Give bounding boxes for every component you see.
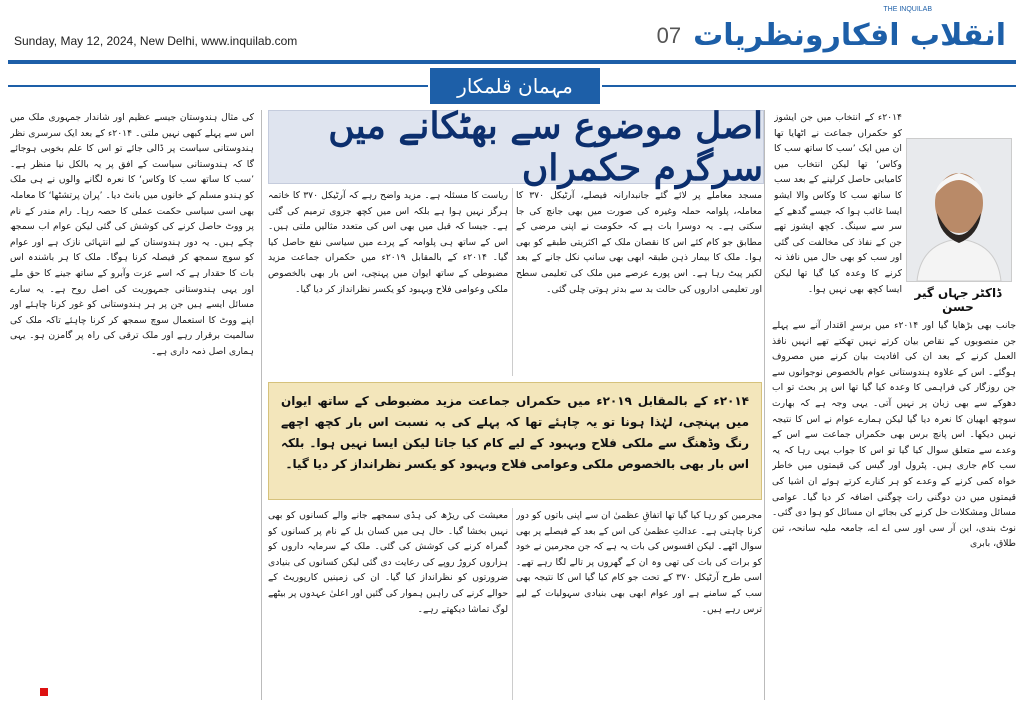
page-number: 07 [656, 22, 682, 48]
article-column-6: کی مثال ہندوستان جیسے عظیم اور شاندار جمہوری ملک میں اس سے پہلے کبھی نہیں ملتی۔ ۲۰۱۴ء کے بعد ایک سرسری نظر ہندوستانی سیاست پر ڈالی جائے تو اس کا علم بخوبی ہوجائے گا کہ ہندوستانی سیاست کے افق پر یہ بالکل نیا منظر ہے۔ ’سب کا ساتھ سب کا وکاس‘ کا نعرہ لگانے والوں نے ہی ملک کو ہندو مسلم کے خانوں میں بانٹ دیا۔ ’پران پرتشٹھا‘ کا معاملہ بھی اسی سیاسی حکمت عملی کا حصہ رہا۔ رام مندر کے نام پر ووٹ حاصل کرنے کی کوشش کی گئی لیکن عوام اب سمجھ چکے ہیں۔ یہ دور ہندوستان کے لیے انتہائی نازک ہے اور عوام کو سوچ سمجھ کر فیصلہ کرنا ہوگا۔ ملک کا ہر باشندہ اس بات کا حقدار ہے کہ اسے عزت وآبرو کے ساتھ جینے کا حق ملے اور یہی ہندوستانی جمہوریت کی اصل روح ہے۔ یہ سارے مسائل ایسے ہیں جن پر ہر ہندوستانی کو غور کرنا چاہئے اور اپنے ووٹ کا استعمال سوچ سمجھ کر کرنا چاہئے تاکہ ملک کی سالمیت برقرار رہے اور ملک ترقی کی راہ پر گامزن ہو۔ یہی ہماری اصل ذمہ داری ہے۔ [10, 112, 254, 357]
column-divider [261, 110, 262, 700]
article-column-1: جانب بھی بڑھایا گیا اور ۲۰۱۴ء میں برسرِ اقتدار آنے سے پہلے جن منصوبوں کے نقاص بیان کرتے نہیں تھکتے تھے انہیں نافذ العمل کرنے کے بعد ان کی افادیت بیان کرنے میں مصروف ہوگئے۔ اس کے علاوہ ہندوستانی عوام بالخصوص نوجوانوں سے جن روزگار کی فراہمی کا وعدہ کیا گیا تھا اس پر بحث تو اب دھوکے سے بھی زبان پر نہیں آتی۔ یہی وجہ ہے کہ بھارت سوچھ ابھیان کا نعرہ دیا گیا لیکن ہمارے عوام نے اس کا نتیجہ نہیں دیکھا۔ اس پانچ برس بھی حکمراں جماعت سے اس کے وعدے سے متعلق سوال کیا گیا تو اس کا جواب یہی رہا کہ یہ سب کام جاری ہیں۔ پٹرول اور گیس کی قیمتوں میں خاطر خواہ کمی کرنے کے وعدے کو ہر کنارے کرتے ہوئے ان اشیا کی قیمتوں میں دن دوگنی رات چوگنی اضافہ کر دیا گیا۔ عوامی مسائل ومشکلات حل کرنے کی بجائے ان مسائل کو ہوا دی گئی۔ نوٹ بندی، این آر سی اور سی اے اے، جامعہ ملیہ سانحہ، تین طلاق، بابری [772, 320, 1016, 550]
section-label: مہمان قلمکار [430, 68, 600, 104]
author-portrait-icon [907, 139, 1011, 281]
section-line-left [8, 85, 428, 87]
section-line-right [602, 85, 1016, 87]
article-column-2: مسجد معاملے پر لائے گئے جانبدارانہ فیصلے، آرٹیکل ۳۷۰ کا معاملہ، پلوامہ حملہ وغیرہ کی صورت میں بھی جانچ کی جا سکتی ہے۔ یہ دوسرا بات ہے کہ حکومت نے اپنی مرضی کے مطابق جو کام کئے اس کا نقصان ملک کے اکثریتی طبقے کو بھی ہوا۔ ملک کا بیمار ذہن طبقہ ابھی بھی سانپ نکل جانے کے بعد لکیر پیٹ رہا ہے۔ اس پورے عرصے میں ملک کی تعلیمی سطح اور تعلیمی اداروں کی حالت بد سے بدتر ہوتی چلی گئی۔ [516, 190, 762, 295]
brand-english: THE INQUILAB [883, 6, 932, 13]
header-rule [8, 60, 1016, 64]
column-divider [512, 508, 513, 700]
article-column-5: معیشت کی ریڑھ کی ہڈی سمجھے جانے والے کسانوں کو بھی نہیں بخشا گیا۔ حال ہی میں کسان بل کے نام پر کسانوں کو گمراہ کرنے کی کوشش کی گئی۔ ملک کے سرمایہ داروں کو ہزاروں کروڑ روپے کی رعایت دی گئی لیکن کسانوں کی بنیادی ضرورتوں کو نظرانداز کیا گیا۔ ان کی زمینیں کارپوریٹ کے حوالے کرنے کی راہیں ہموار کی گئیں اور اعلیٰ عہدوں پر بیٹھے لوگ تماشا دیکھتے رہے۔ [268, 510, 508, 615]
column-divider [764, 110, 765, 700]
author-name: ڈاکٹر جہاں گیر حسن [914, 286, 1002, 314]
article-intro: ۲۰۱۴ء کے انتخاب میں جن ایشوز کو حکمراں جماعت نے اٹھایا تھا ان میں ایک ’سب کا ساتھ سب کا وکاس‘ تھا لیکن انتخاب میں کامیابی حاصل کرلینے کے بعد سب کا ساتھ سب کا وکاس والا ایشو ایسا غائب ہوا کہ جیسے گدھے کے سر سے سینگ۔ کچھ ایشوز تھے جن کے نفاذ کی مخالفت کی گئی اور سب کو بھی حال میں نافذ نہ کرنے کا وعدہ کیا گیا تھا لیکن ایسا کچھ بھی نہیں ہوا۔ [774, 112, 902, 295]
headline-box [268, 105, 764, 189]
masthead-date: Sunday, May 12, 2024, New Delhi, www.inquilab.com [14, 34, 298, 48]
article-end-marker [40, 688, 48, 696]
article-column-4: مجرمین کو رہا کیا گیا تھا اتفاقِ عظمیٰ ان سے اپنی باتوں کو دور کرنا چاہتی ہے۔ عدالتِ عظمیٰ کی اس کے بعد کے فیصلے پر بھی سوال اٹھے۔ لیکن افسوس کی بات یہ ہے کہ جن مجرمین نے خود کو برات کی بات کی تھی وہ ان کے گھروں پر تالے لگا رہے تھے۔ اسی طرح آرٹیکل ۳۷۰ کے تحت جو کام کیا گیا اس کا نتیجہ بھی سب کے سامنے ہے اور عوام ابھی بھی بنیادی سہولیات کے لیے ترس رہے ہیں۔ [516, 510, 762, 615]
column-divider [512, 188, 513, 376]
article-column-3: ریاست کا مسئلہ ہے۔ مزید واضح رہے کہ آرٹیکل ۳۷۰ کا خاتمہ ہرگز نہیں ہوا ہے بلکہ اس میں کچھ جزوی ترمیم کی گئی ہے۔ جیسا کہ قبل میں بھی اس کی متعدد مثالیں ملتی ہیں۔ اس کے ساتھ ہی پلوامہ کے پردے میں سیاسی نفع حاصل کیا گیا۔ ۲۰۱۴ء کے بالمقابل ۲۰۱۹ء میں حکمراں جماعت مزید مضبوطی کے ساتھ ایوان میں پہنچی، اس بار بھی بالخصوص ملکی وعوامی فلاح وبہبود کو یکسر نظرانداز کر دیا گیا۔ [268, 190, 508, 295]
masthead-brand [657, 18, 1006, 53]
brand-word: انقلاب افکارونظریات [693, 18, 1006, 53]
author-photo [906, 138, 1012, 282]
article-headline: اصل موضوع سے بھٹکانے میں سرگرم حکمراں [328, 105, 763, 189]
pull-quote: ۲۰۱۴ء کے بالمقابل ۲۰۱۹ء میں حکمراں جماعت مزید مضبوطی کے ساتھ ایوان میں پہنچی، لہٰذا ہونا تو یہ چاہئے تھا کہ پہلے کی بہ نسبت اس بار کچھ اچھے رنگ وڈھنگ سے ملکی فلاح وبہبود کے لیے کام کیا جاتا لیکن ایسا نہیں ہوا۔ بلکہ اس بار بھی بالخصوص ملکی وعوامی فلاح وبہبود کو یکسر نظرانداز کر دیا گیا۔ [268, 382, 762, 500]
